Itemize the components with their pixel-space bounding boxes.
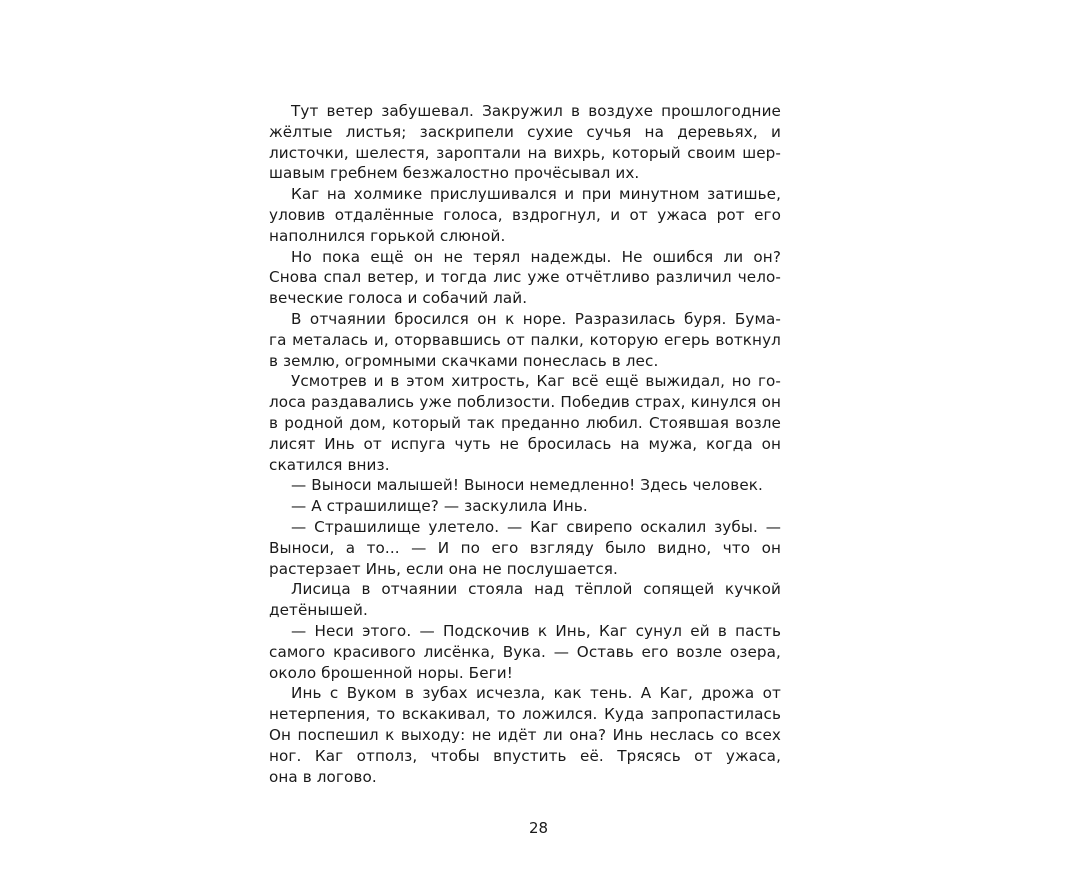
text-line: нетерпения, то вскакивал, то ложился. Куда запропастилась — [269, 705, 781, 724]
text-line: га металась и, оторвавшись от палки, которую егерь воткнул — [269, 330, 781, 349]
body-text — [269, 101, 781, 787]
text-line: Каг на холмике прислушивался и при минутном затишье, — [291, 185, 781, 204]
text-line: детёнышей. — [269, 601, 368, 620]
text-line: — Выноси малышей! Выноси немедленно! Здесь человек. — [291, 476, 763, 495]
text-line: Усмотрев и в этом хитрость, Каг всё ещё выжидал, но го- — [291, 372, 781, 391]
text-line: ног. Каг отполз, чтобы впустить её. Трясясь от ужаса, — [269, 746, 781, 765]
text-line: уловив отдалённые голоса, вздрогнул, и от ужаса рот его — [269, 205, 781, 224]
text-line: самого красивого лисёнка, Вука. — Оставь его возле озера, — [269, 642, 781, 661]
text-line: Инь с Вуком в зубах исчезла, как тень. А Каг, дрожа от — [291, 684, 781, 703]
text-line: в родной дом, который так преданно любил. Стоявшая возле — [269, 413, 781, 432]
text-line: растерзает Инь, если она не послушается. — [269, 559, 618, 578]
text-line: лисят Инь от испуга чуть не бросилась на мужа, когда он — [269, 434, 781, 453]
text-line: Но пока ещё он не терял надежды. Не ошибся ли он? — [291, 247, 781, 266]
text-line: около брошенной норы. Беги! — [269, 663, 513, 682]
text-line: Он поспешил к выходу: не идёт ли она? Инь неслась со всех — [269, 725, 781, 744]
text-line: в землю, огромными скачками понеслась в лес. — [269, 351, 659, 370]
text-line: Тут ветер забушевал. Закружил в воздухе прошлогодние — [291, 102, 781, 120]
text-line: веческие голоса и собачий лай. — [269, 289, 528, 308]
text-line: скатился вниз. — [269, 455, 390, 474]
text-line: В отчаянии бросился он к норе. Разразилась буря. Бума- — [291, 309, 781, 328]
text-line: наполнился горькой слюной. — [269, 226, 506, 245]
text-line: Лисица в отчаянии стояла над тёплой сопящей кучкой — [291, 580, 781, 599]
text-line: — Неси этого. — Подскочив к Инь, Каг сунул ей в пасть — [291, 621, 781, 640]
text-line: она в логово. — [269, 767, 377, 786]
text-line: листочки, шелестя, зароптали на вихрь, который своим шер- — [269, 143, 781, 162]
text-line: жёлтые листья; заскрипели сухие сучья на деревьях, и — [269, 122, 781, 141]
page-number: 28 — [528, 819, 549, 837]
text-line: — Страшилище улетело. — Каг свирепо оскалил зубы. — — [291, 517, 781, 536]
text-line: — А страшилище? — заскулила Инь. — [291, 497, 588, 516]
text-line: Снова спал ветер, и тогда лис уже отчётливо различил чело- — [269, 268, 781, 287]
text-line: шавым гребнем безжалостно прочёсывал их. — [269, 164, 640, 183]
text-line: лоса раздавались уже поблизости. Победив страх, кинулся он — [269, 393, 781, 412]
text-line: Выноси, а то... — И по его взгляду было видно, что он — [269, 538, 781, 557]
